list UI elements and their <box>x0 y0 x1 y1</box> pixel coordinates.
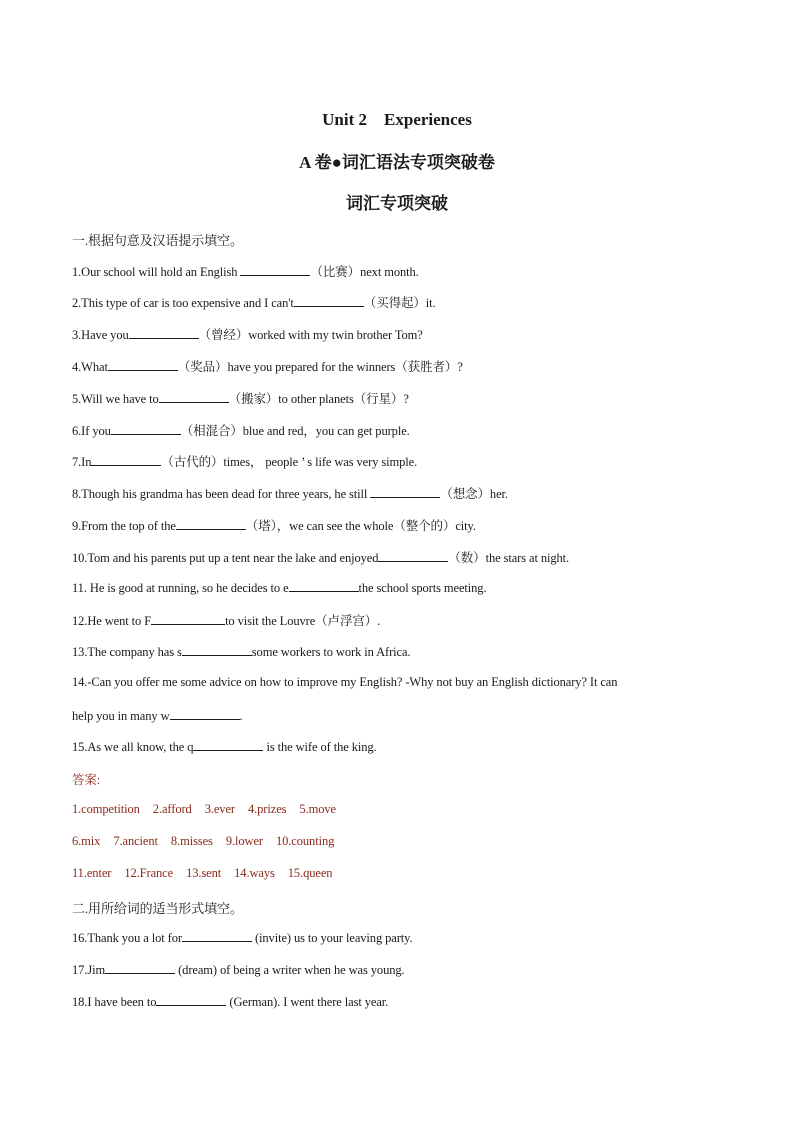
question-text: 2.This type of car is too expensive and I can't <box>72 296 294 310</box>
answer-item: 15.queen <box>287 866 333 880</box>
question-text: （奖品）have you prepared for the winners（获胜者）? <box>177 360 463 374</box>
answer-blank[interactable] <box>294 294 364 307</box>
question-text: （搬家）to other planets（行星）? <box>228 392 409 406</box>
question-18 <box>72 993 732 1010</box>
section-2-instruction: 二.用所给词的适当形式填空。 <box>72 901 243 916</box>
question-text: （塔），we can see the whole（整个的）city. <box>245 519 476 533</box>
question-4 <box>72 357 732 375</box>
question-text: 3.Have you <box>72 328 129 342</box>
answers-label: 答案: <box>72 773 101 787</box>
question-2 <box>72 293 732 311</box>
answer-blank[interactable] <box>378 549 448 562</box>
unit-title: Unit 2 Experiences <box>322 110 472 129</box>
question-text: 15.As we all know, the q <box>72 740 194 754</box>
question-text: 11. He is good at running, so he decides to e <box>72 581 289 595</box>
question-8 <box>72 484 732 502</box>
question-text: （数）the stars at night. <box>448 551 570 565</box>
question-text: （想念）her. <box>440 487 508 501</box>
answer-item: 1.competition <box>72 802 140 816</box>
question-text: (German). I went there last year. <box>226 995 389 1009</box>
question-text: 4.What <box>72 360 108 374</box>
question-15 <box>72 738 732 755</box>
answer-item: 4.prizes <box>247 802 287 816</box>
question-text: (dream) of being a writer when he was young. <box>175 963 405 977</box>
answer-item: 13.sent <box>186 866 222 880</box>
question-9 <box>72 516 732 534</box>
answer-item: 14.ways <box>234 866 275 880</box>
answer-blank[interactable] <box>111 422 181 435</box>
section-heading: 词汇专项突破 <box>346 194 448 213</box>
paper-subtitle: A 卷●词汇语法专项突破卷 <box>299 153 495 172</box>
answer-item: 3.ever <box>204 802 235 816</box>
answer-item: 8.misses <box>170 834 213 848</box>
answer-item: 6.mix <box>72 834 101 848</box>
question-text: 8.Though his grandma has been dead for three years, he still <box>72 487 371 501</box>
answer-item: 12.France <box>124 866 174 880</box>
answer-blank[interactable] <box>159 390 229 403</box>
question-text: 16.Thank you a lot for <box>72 931 182 945</box>
question-7 <box>72 452 732 470</box>
question-1 <box>72 262 732 280</box>
question-5 <box>72 389 732 407</box>
answer-blank[interactable] <box>240 263 310 276</box>
answer-blank[interactable] <box>176 517 246 530</box>
answers-row-3 <box>72 866 732 881</box>
question-16 <box>72 929 732 946</box>
question-14-line-1: 14.-Can you offer me some advice on how to improve my English? -Why not buy an English dictionary? It can <box>72 675 618 689</box>
question-text: 6.If you <box>72 424 111 438</box>
answer-item: 9.lower <box>225 834 263 848</box>
answer-item: 10.counting <box>275 834 335 848</box>
answers-row-1 <box>72 802 732 817</box>
question-13 <box>72 643 732 660</box>
answer-blank[interactable] <box>182 643 252 656</box>
answer-blank[interactable] <box>108 358 178 371</box>
question-text: （比赛）next month. <box>310 265 419 279</box>
question-3 <box>72 325 732 343</box>
question-text: 12.He went to F <box>72 614 152 628</box>
question-text: 7.In <box>72 455 92 469</box>
question-text: （古代的）times， people ’ s life was very simple. <box>161 455 418 469</box>
question-11 <box>72 579 732 596</box>
answer-blank[interactable] <box>193 738 263 751</box>
answer-item: 11.enter <box>72 866 112 880</box>
section-1-instruction: 一.根据句意及汉语提示填空。 <box>72 233 243 248</box>
question-text: (invite) us to your leaving party. <box>251 931 413 945</box>
question-text: 13.The company has s <box>72 645 182 659</box>
answer-blank[interactable] <box>170 707 240 720</box>
answer-blank[interactable] <box>289 579 359 592</box>
question-text: 10.Tom and his parents put up a tent near the lake and enjoyed <box>72 551 379 565</box>
question-text: 17.Jim <box>72 963 106 977</box>
question-text: 18.I have been to <box>72 995 157 1009</box>
answer-item: 2.afford <box>152 802 192 816</box>
question-text: . <box>239 709 243 723</box>
answer-blank[interactable] <box>156 993 226 1006</box>
question-12 <box>72 611 732 629</box>
question-text: 9.From the top of the <box>72 519 176 533</box>
answer-blank[interactable] <box>370 485 440 498</box>
answer-item: 5.move <box>299 802 336 816</box>
question-text: some workers to work in Africa. <box>251 645 411 659</box>
question-14-line-2 <box>72 707 732 724</box>
answer-blank[interactable] <box>129 326 199 339</box>
question-text: 5.Will we have to <box>72 392 159 406</box>
question-text: is the wife of the king. <box>263 740 377 754</box>
question-17 <box>72 961 732 978</box>
answers-row-2 <box>72 834 732 849</box>
question-text: （买得起）it. <box>363 296 436 310</box>
question-10 <box>72 548 732 566</box>
question-text: the school sports meeting. <box>358 581 487 595</box>
answer-blank[interactable] <box>151 612 225 625</box>
question-6 <box>72 421 732 439</box>
answer-blank[interactable] <box>91 453 161 466</box>
answer-blank[interactable] <box>105 961 175 974</box>
answer-item: 7.ancient <box>113 834 158 848</box>
question-text: （曾经）worked with my twin brother Tom? <box>198 328 423 342</box>
question-text: 1.Our school will hold an English <box>72 265 241 279</box>
question-text: to visit the Louvre（卢浮宫）. <box>225 614 381 628</box>
answer-blank[interactable] <box>182 929 252 942</box>
question-text: help you in many w <box>72 709 170 723</box>
question-text: （相混合）blue and red，you can get purple. <box>180 424 410 438</box>
